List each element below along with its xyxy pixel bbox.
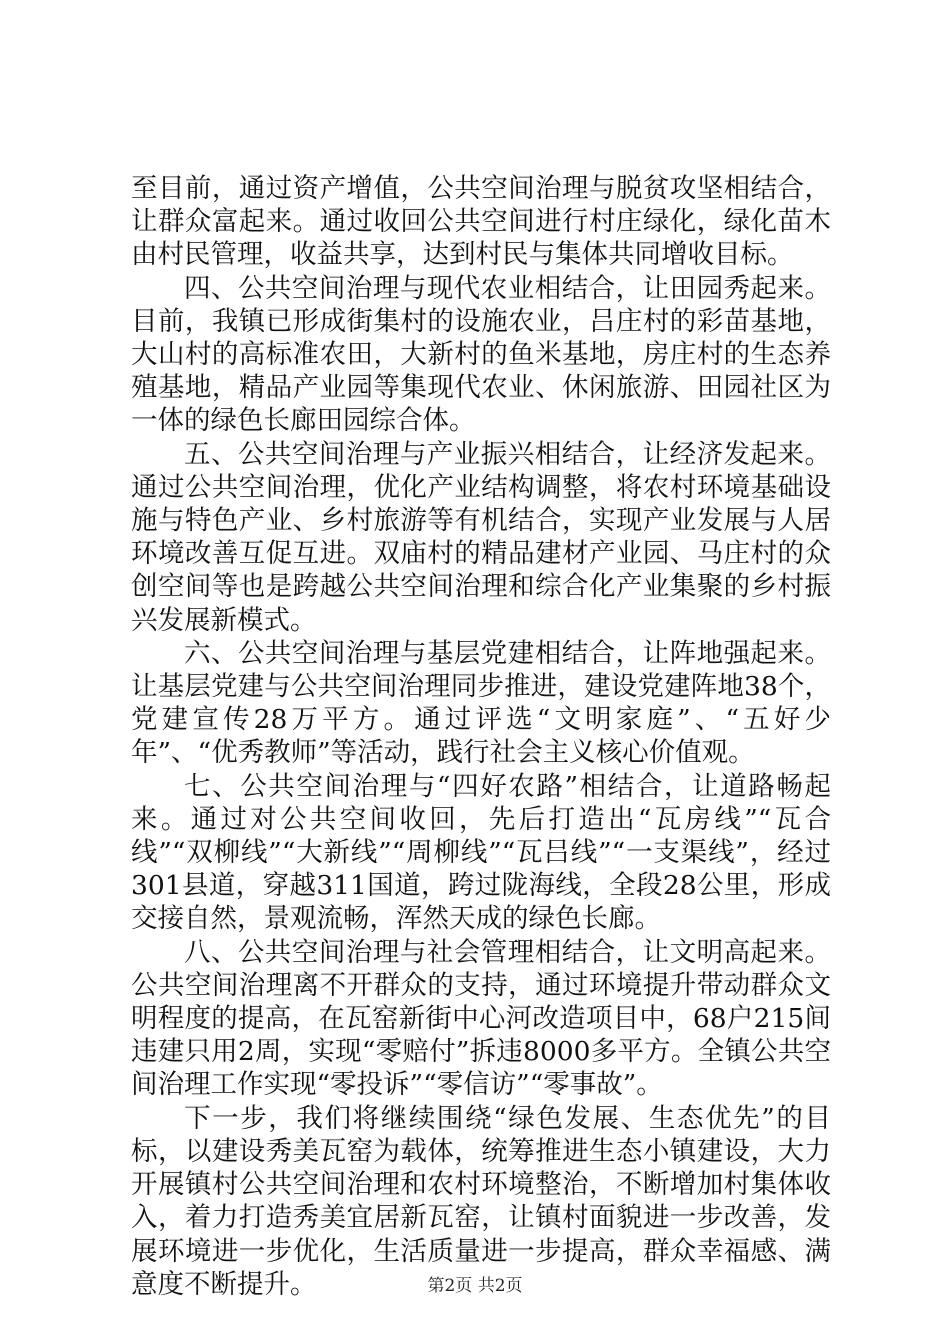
paragraph-modern-agriculture: 四、公共空间治理与现代农业相结合，让田园秀起来。目前，我镇已形成街集村的设施农业，吕庄村的彩苗基地，大山村的高标准农田，大新村的鱼米基地，房庄村的生态养殖基地，精品产业园等集现代农业、休闲旅游、田园社区为一体的绿色长廊田园综合体。 [131, 272, 831, 437]
page-number-label: 第2页 共2页 [427, 1276, 523, 1296]
paragraph-continuation: 至目前，通过资产增值，公共空间治理与脱贫攻坚相结合，让群众富起来。通过收回公共空间进行村庄绿化，绿化苗木由村民管理，收益共享，达到村民与集体共同增收目标。 [131, 173, 831, 271]
paragraph-industry-revitalization: 五、公共空间治理与产业振兴相结合，让经济发起来。通过公共空间治理，优化产业结构调整，将农村环境基础设施与特色产业、乡村旅游等有机结合，实现产业发展与人居环境改善互促互进。双庙村的精品建材产业园、马庄村的众创空间等也是跨越公共空间治理和综合化产业集聚的乡村振兴发展新模式。 [131, 438, 831, 636]
page-footer [0, 1276, 950, 1296]
document-body [131, 172, 831, 1301]
paragraph-party-building: 六、公共空间治理与基层党建相结合，让阵地强起来。让基层党建与公共空间治理同步推进，建设党建阵地38个，党建宣传28万平方。通过评选“文明家庭”、“五好少年”、“优秀教师”等活动，践行社会主义核心价值观。 [131, 637, 831, 769]
paragraph-social-management: 八、公共空间治理与社会管理相结合，让文明高起来。公共空间治理离不开群众的支持，通过环境提升带动群众文明程度的提高，在瓦窑新街中心河改造项目中，68户215间违建只用2周，实现“零赔付”拆违8000多平方。全镇公共空间治理工作实现“零投诉”“零信访”“零事故”。 [131, 936, 831, 1101]
paragraph-next-steps: 下一步，我们将继续围绕“绿色发展、生态优先”的目标，以建设秀美瓦窑为载体，统筹推进生态小镇建设，大力开展镇村公共空间治理和农村环境整治，不断增加村集体收入，着力打造秀美宜居新瓦窑，让镇村面貌进一步改善，发展环境进一步优化，生活质量进一步提高，群众幸福感、满意度不断提升。 [131, 1102, 831, 1300]
paragraph-rural-roads: 七、公共空间治理与“四好农路”相结合，让道路畅起来。通过对公共空间收回，先后打造出“瓦房线”“瓦合线”“双柳线”“大新线”“周柳线”“瓦吕线”“一支渠线”，经过301县道，穿越311国道，跨过陇海线，全段28公里，形成交接自然，景观流畅，浑然天成的绿色长廊。 [131, 770, 831, 935]
